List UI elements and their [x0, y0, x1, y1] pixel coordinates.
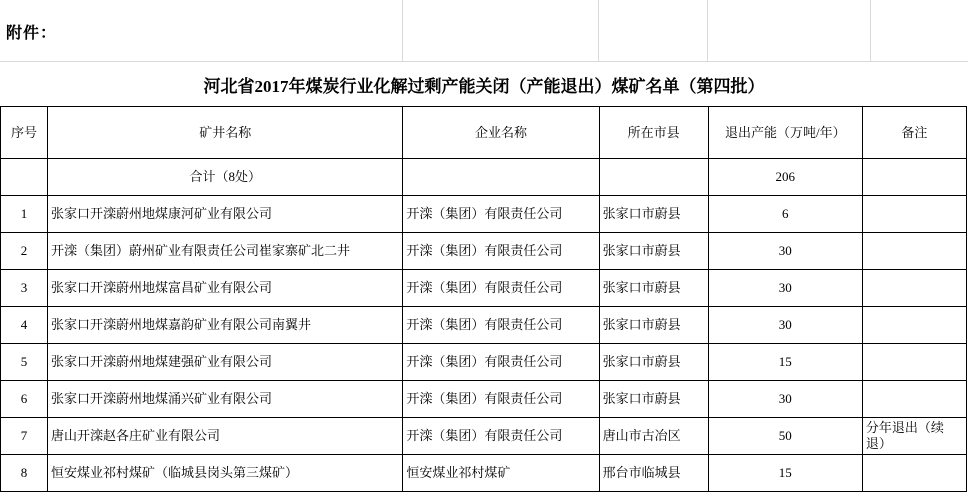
table-row	[1, 270, 967, 307]
coal-mine-table	[0, 106, 967, 492]
seq-cell: 2	[1, 233, 48, 270]
gridline-vertical-2	[598, 0, 599, 61]
capacity-cell: 30	[708, 307, 862, 344]
summary-total-cell: 合计（8处）	[48, 159, 403, 196]
remark-cell	[862, 344, 966, 381]
gridline-vertical-3	[707, 0, 708, 61]
county-cell: 张家口市蔚县	[599, 307, 708, 344]
seq-cell: 5	[1, 344, 48, 381]
remark-cell	[862, 159, 966, 196]
remark-cell	[862, 270, 966, 307]
mine-name-cell: 张家口开滦蔚州地煤涌兴矿业有限公司	[48, 381, 403, 418]
table-row	[1, 418, 967, 455]
enterprise-cell: 开滦（集团）有限责任公司	[403, 270, 599, 307]
county-cell: 张家口市蔚县	[599, 381, 708, 418]
mine-name-cell: 开滦（集团）蔚州矿业有限责任公司崔家寨矿北二井	[48, 233, 403, 270]
mine-name-cell: 张家口开滦蔚州地煤建强矿业有限公司	[48, 344, 403, 381]
remark-cell	[862, 233, 966, 270]
county-cell	[599, 159, 708, 196]
col-header-mine-name: 矿井名称	[48, 107, 403, 159]
col-header-seq: 序号	[1, 107, 48, 159]
county-cell: 张家口市蔚县	[599, 233, 708, 270]
enterprise-cell: 开滦（集团）有限责任公司	[403, 418, 599, 455]
enterprise-cell: 开滦（集团）有限责任公司	[403, 196, 599, 233]
table-row	[1, 196, 967, 233]
table-row	[1, 344, 967, 381]
mine-name-cell: 张家口开滦蔚州地煤康河矿业有限公司	[48, 196, 403, 233]
seq-cell: 4	[1, 307, 48, 344]
seq-cell: 8	[1, 455, 48, 492]
mine-name-cell: 张家口开滦蔚州地煤嘉韵矿业有限公司南翼井	[48, 307, 403, 344]
enterprise-cell: 恒安煤业祁村煤矿	[403, 455, 599, 492]
seq-cell: 3	[1, 270, 48, 307]
county-cell: 唐山市古冶区	[599, 418, 708, 455]
seq-cell: 7	[1, 418, 48, 455]
enterprise-cell: 开滦（集团）有限责任公司	[403, 233, 599, 270]
enterprise-cell: 开滦（集团）有限责任公司	[403, 307, 599, 344]
capacity-cell: 15	[708, 344, 862, 381]
mine-name-cell: 张家口开滦蔚州地煤富昌矿业有限公司	[48, 270, 403, 307]
table-title: 河北省2017年煤炭行业化解过剩产能关闭（产能退出）煤矿名单（第四批）	[203, 76, 765, 96]
capacity-cell: 6	[708, 196, 862, 233]
remark-cell	[862, 196, 966, 233]
county-cell: 张家口市蔚县	[599, 196, 708, 233]
gridline-vertical-1	[402, 0, 403, 61]
col-header-exit-capacity: 退出产能（万吨/年）	[708, 107, 862, 159]
county-cell: 张家口市蔚县	[599, 270, 708, 307]
county-cell: 张家口市蔚县	[599, 344, 708, 381]
gridline-vertical-4	[870, 0, 871, 61]
header-row	[1, 107, 967, 159]
remark-cell: 分年退出（续退）	[862, 418, 966, 455]
capacity-cell: 30	[708, 233, 862, 270]
table-row	[1, 455, 967, 492]
attachment-label: 附件：	[6, 25, 58, 42]
seq-cell	[1, 159, 48, 196]
capacity-cell: 30	[708, 381, 862, 418]
enterprise-cell	[403, 159, 599, 196]
table-row	[1, 233, 967, 270]
remark-cell	[862, 381, 966, 418]
attachment-strip	[0, 0, 968, 62]
capacity-cell: 15	[708, 455, 862, 492]
mine-name-cell: 恒安煤业祁村煤矿（临城县岗头第三煤矿）	[48, 455, 403, 492]
capacity-cell: 50	[708, 418, 862, 455]
col-header-remarks: 备注	[862, 107, 966, 159]
summary-row	[1, 159, 967, 196]
mine-name-cell: 唐山开滦赵各庄矿业有限公司	[48, 418, 403, 455]
table-row	[1, 307, 967, 344]
table-row	[1, 381, 967, 418]
capacity-cell: 206	[708, 159, 862, 196]
col-header-enterprise-name: 企业名称	[403, 107, 599, 159]
capacity-cell: 30	[708, 270, 862, 307]
enterprise-cell: 开滦（集团）有限责任公司	[403, 381, 599, 418]
seq-cell: 6	[1, 381, 48, 418]
col-header-city-county: 所在市县	[599, 107, 708, 159]
seq-cell: 1	[1, 196, 48, 233]
remark-cell	[862, 307, 966, 344]
county-cell: 邢台市临城县	[599, 455, 708, 492]
enterprise-cell: 开滦（集团）有限责任公司	[403, 344, 599, 381]
remark-cell	[862, 455, 966, 492]
